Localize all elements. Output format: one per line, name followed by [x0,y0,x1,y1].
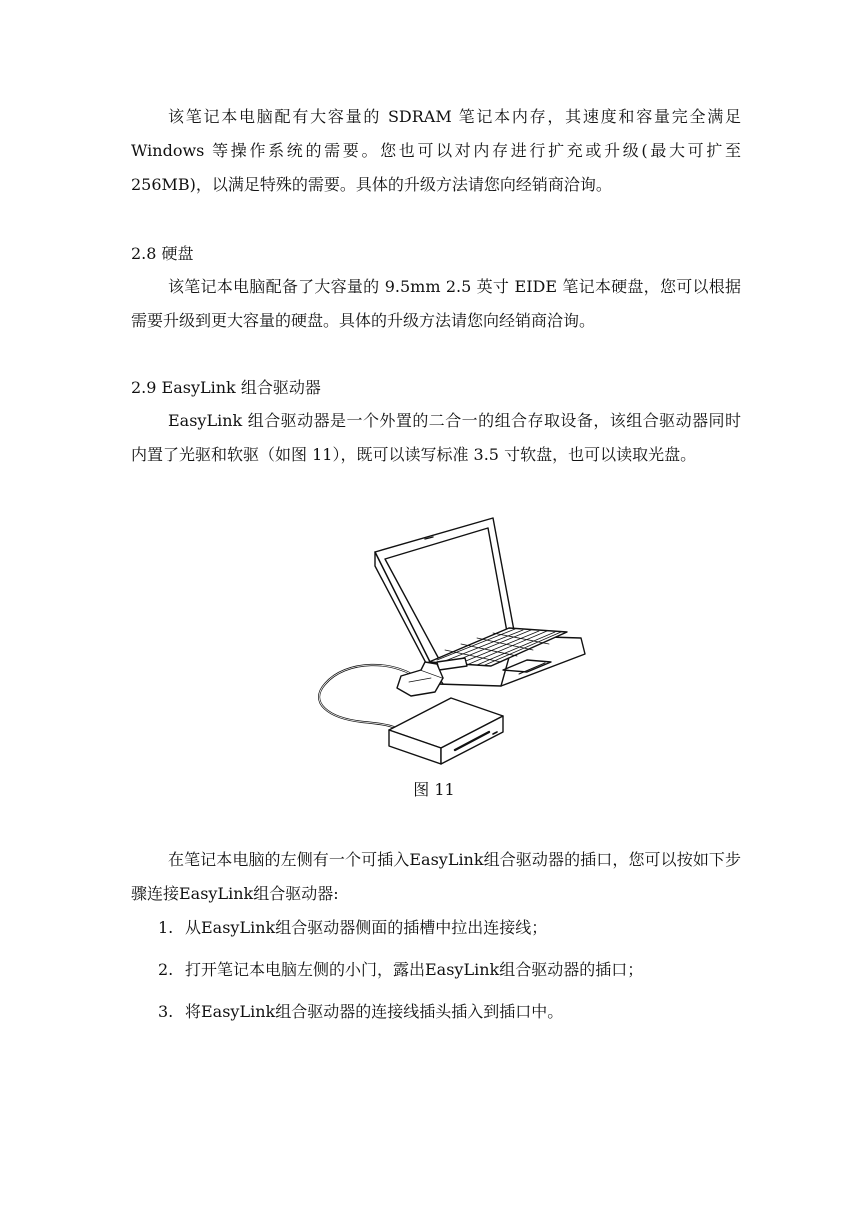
section-heading-2-8: 2.8 硬盘 [131,244,194,263]
list-item [158,958,643,982]
hard-disk-paragraph: 该笔记本电脑配备了大容量的 9.5mm 2.5 英寸 EIDE 笔记本硬盘，您可以根据需要升级到更大容量的硬盘。具体的升级方法请您向经销商洽询。 [131,277,741,330]
list-item-number: 2. [158,960,174,979]
list-item-text: 将EasyLink组合驱动器的连接线插头插入到插口中。 [185,1002,564,1021]
easylink-paragraph: EasyLink 组合驱动器是一个外置的二合一的组合存取设备，该组合驱动器同时内置了光驱和软驱（如图 11），既可以读写标准 3.5 寸软盘，也可以读取光盘。 [131,411,741,464]
list-item [158,1000,563,1024]
figure-caption: 图 11 [413,780,455,799]
list-item-text: 从EasyLink组合驱动器侧面的插槽中拉出连接线； [185,918,548,937]
list-item [158,916,547,940]
figure-11-illustration [305,512,595,774]
list-item-number: 1. [158,918,174,937]
section-heading-2-9: 2.9 EasyLink 组合驱动器 [131,378,321,397]
list-item-text: 打开笔记本电脑左侧的小门，露出EasyLink组合驱动器的插口； [185,960,644,979]
connect-intro-paragraph: 在笔记本电脑的左侧有一个可插入EasyLink组合驱动器的插口，您可以按如下步骤连接EasyLink组合驱动器: [131,850,741,903]
list-item-number: 3. [158,1002,174,1021]
memory-paragraph: 该笔记本电脑配有大容量的 SDRAM 笔记本内存，其速度和容量完全满足 Windows 等操作系统的需要。您也可以对内存进行扩充或升级(最大可扩至 256MB)，以满足特殊的需要。具体的升级方法请您向经销商洽询。 [131,107,741,194]
